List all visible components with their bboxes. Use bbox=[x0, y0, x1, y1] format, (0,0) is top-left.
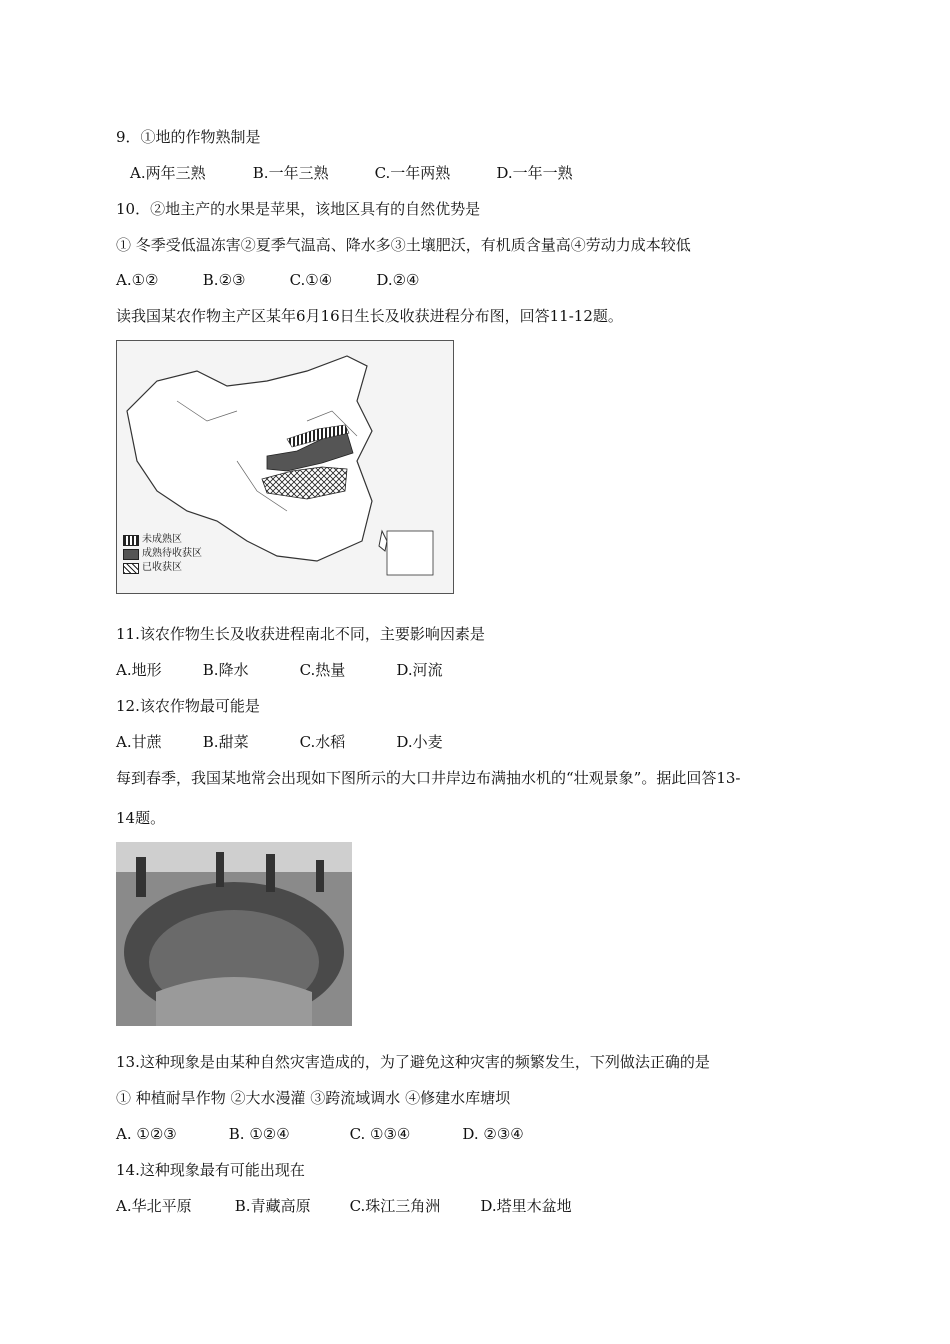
q12-option-c: C.水稻 bbox=[299, 733, 346, 751]
q11-options bbox=[116, 660, 443, 680]
q13-option-b: B. ①②④ bbox=[228, 1125, 290, 1143]
q14-options bbox=[116, 1196, 572, 1216]
well-pump-photo bbox=[116, 842, 352, 1026]
crop-harvest-map bbox=[116, 340, 454, 594]
q12-option-b: B.甜菜 bbox=[202, 733, 249, 751]
q9-stem: 9．①地的作物熟制是 bbox=[116, 128, 261, 146]
q14-stem: 14.这种现象最有可能出现在 bbox=[116, 1161, 305, 1179]
q11-option-d: D.河流 bbox=[396, 661, 443, 679]
q11-option-c: C.热量 bbox=[299, 661, 346, 679]
q12-option-a: A.甘蔗 bbox=[116, 733, 162, 751]
q13-stem: 13.这种现象是由某种自然灾害造成的，为了避免这种灾害的频繁发生，下列做法正确的是 bbox=[116, 1053, 710, 1071]
intro-11-12: 读我国某农作物主产区某年6月16日生长及收获进程分布图，回答11-12题。 bbox=[116, 307, 623, 325]
q10-option-a: A.①② bbox=[116, 271, 159, 289]
q11-option-b: B.降水 bbox=[202, 661, 249, 679]
q10-options bbox=[116, 270, 420, 290]
q13-option-a: A. ①②③ bbox=[116, 1125, 177, 1143]
intro-13-14-line2: 14题。 bbox=[116, 809, 166, 827]
q11-stem: 11.该农作物生长及收获进程南北不同，主要影响因素是 bbox=[116, 625, 485, 643]
well-photo-graphic bbox=[116, 842, 352, 1026]
q10-option-c: C.①④ bbox=[289, 271, 333, 289]
q14-option-c: C.珠江三角洲 bbox=[349, 1197, 441, 1215]
q10-stem: 10．②地主产的水果是苹果，该地区具有的自然优势是 bbox=[116, 200, 481, 218]
q12-options bbox=[116, 732, 443, 752]
q13-option-c: C. ①③④ bbox=[349, 1125, 411, 1143]
q9-option-c: C.一年两熟 bbox=[374, 164, 451, 182]
q14-option-b: B.青藏高原 bbox=[234, 1197, 311, 1215]
q13-options bbox=[116, 1124, 524, 1144]
q9-option-a: A.两年三熟 bbox=[130, 164, 206, 182]
legend-item-unripe: 未成熟区 bbox=[123, 533, 202, 547]
legend-item-ripe: 成熟待收获区 bbox=[123, 547, 202, 561]
q12-option-d: D.小麦 bbox=[396, 733, 443, 751]
crosshatch-swatch-icon bbox=[123, 563, 139, 574]
q9-option-b: B.一年三熟 bbox=[252, 164, 329, 182]
q9-option-d: D.一年一熟 bbox=[496, 164, 573, 182]
q11-option-a: A.地形 bbox=[116, 661, 162, 679]
q10-option-b: B.②③ bbox=[202, 271, 246, 289]
map-legend bbox=[123, 533, 202, 575]
legend-item-harvested: 已收获区 bbox=[123, 561, 202, 575]
dark-fill-swatch-icon bbox=[123, 549, 139, 560]
q10-statements: ① 冬季受低温冻害②夏季气温高、降水多③土壤肥沃，有机质含量高④劳动力成本较低 bbox=[116, 236, 691, 254]
q14-option-d: D.塔里木盆地 bbox=[480, 1197, 572, 1215]
q13-option-d: D. ②③④ bbox=[462, 1125, 524, 1143]
intro-13-14-line1: 每到春季，我国某地常会出现如下图所示的大口井岸边布满抽水机的“壮观景象”。据此回答13- bbox=[116, 769, 741, 787]
q10-option-d: D.②④ bbox=[376, 271, 420, 289]
q9-options bbox=[130, 163, 573, 183]
q13-statements: ① 种植耐旱作物 ②大水漫灌 ③跨流域调水 ④修建水库塘坝 bbox=[116, 1089, 511, 1107]
q12-stem: 12.该农作物最可能是 bbox=[116, 697, 260, 715]
q14-option-a: A.华北平原 bbox=[116, 1197, 192, 1215]
vertical-stripe-swatch-icon bbox=[123, 535, 139, 546]
